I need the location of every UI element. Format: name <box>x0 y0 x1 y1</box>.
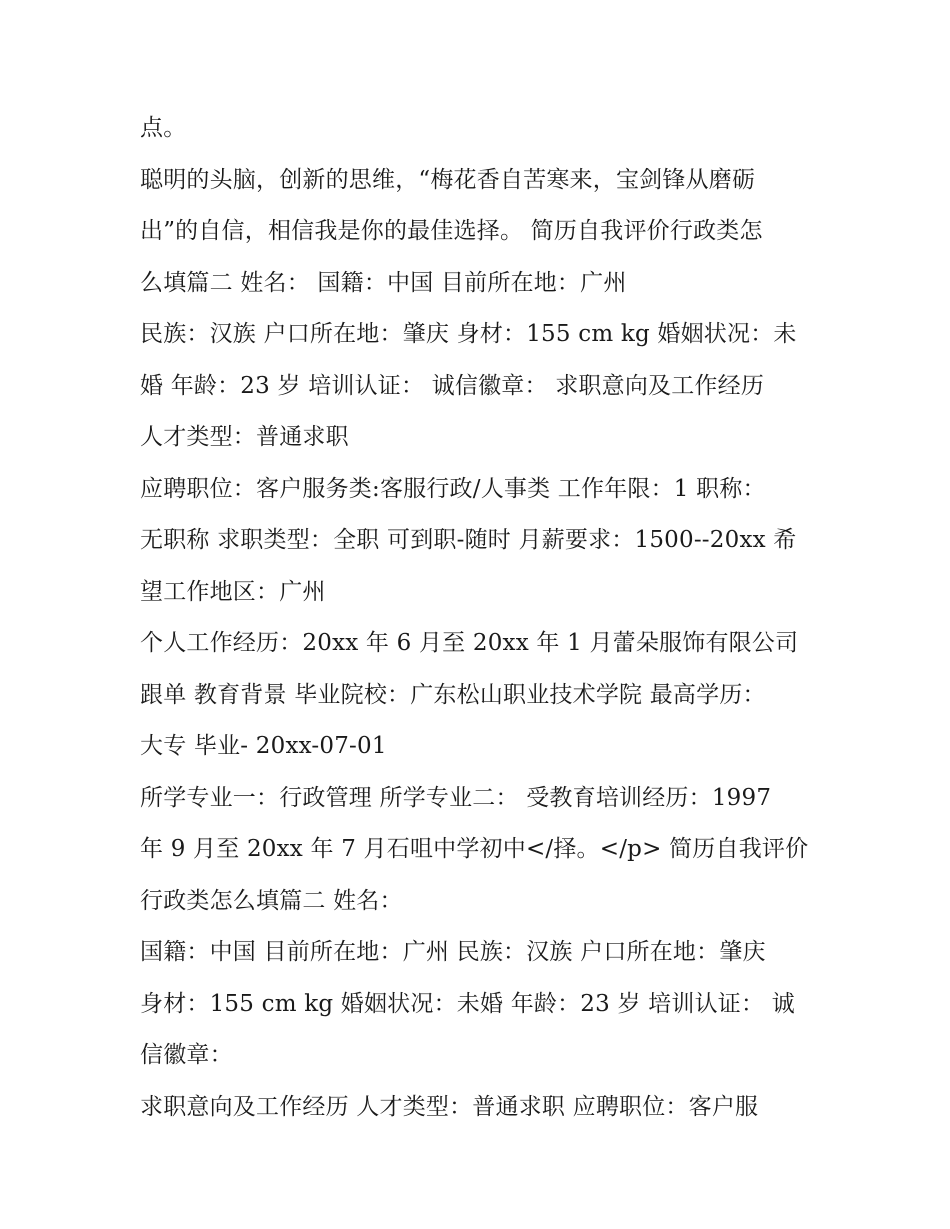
document-body <box>140 103 830 1133</box>
text-line: 国籍：中国 目前所在地：广州 民族：汉族 户口所在地：肇庆 <box>140 939 766 965</box>
text-line: 年 9 月至 20xx 年 7 月石咀中学初中</择。</p> 简历自我评价 <box>140 836 809 862</box>
text-line: 婚 年龄：23 岁 培训认证： 诚信徽章： 求职意向及工作经历 <box>140 372 765 399</box>
text-line: 点。 <box>140 115 187 141</box>
text-line: 么填篇二 姓名： 国籍：中国 目前所在地：广州 <box>140 269 627 296</box>
text-line: 出”的自信，相信我是你的最佳选择。 简历自我评价行政类怎 <box>140 218 763 244</box>
text-line: 无职称 求职类型：全职 可到职-随时 月薪要求：1500--20xx 希 <box>140 527 797 553</box>
text-line: 信徽章： <box>140 1042 233 1068</box>
text-line: 个人工作经历：20xx 年 6 月至 20xx 年 1 月蕾朵服饰有限公司 <box>140 630 799 656</box>
text-line: 大专 毕业- 20xx-07-01 <box>140 733 387 759</box>
text-line: 望工作地区：广州 <box>140 578 326 605</box>
text-line: 行政类怎么填篇二 姓名： <box>140 887 403 914</box>
text-line: 聪明的头脑，创新的思维，“梅花香自苦寒来，宝剑锋从磨砺 <box>140 166 756 193</box>
text-line: 应聘职位：客户服务类:客服行政/人事类 工作年限：1 职称： <box>140 475 766 502</box>
text-line: 所学专业一：行政管理 所学专业二： 受教育培训经历：1997 <box>140 784 772 811</box>
text-line: 身材：155 cm kg 婚姻状况：未婚 年龄：23 岁 培训认证： 诚 <box>140 990 795 1017</box>
text-line: 民族：汉族 户口所在地：肇庆 身材：155 cm kg 婚姻状况：未 <box>140 321 797 347</box>
text-line: 求职意向及工作经历 人才类型：普通求职 应聘职位：客户服 <box>140 1093 759 1120</box>
text-line: 跟单 教育背景 毕业院校：广东松山职业技术学院 最高学历： <box>140 681 766 708</box>
text-line: 人才类型：普通求职 <box>140 424 349 450</box>
